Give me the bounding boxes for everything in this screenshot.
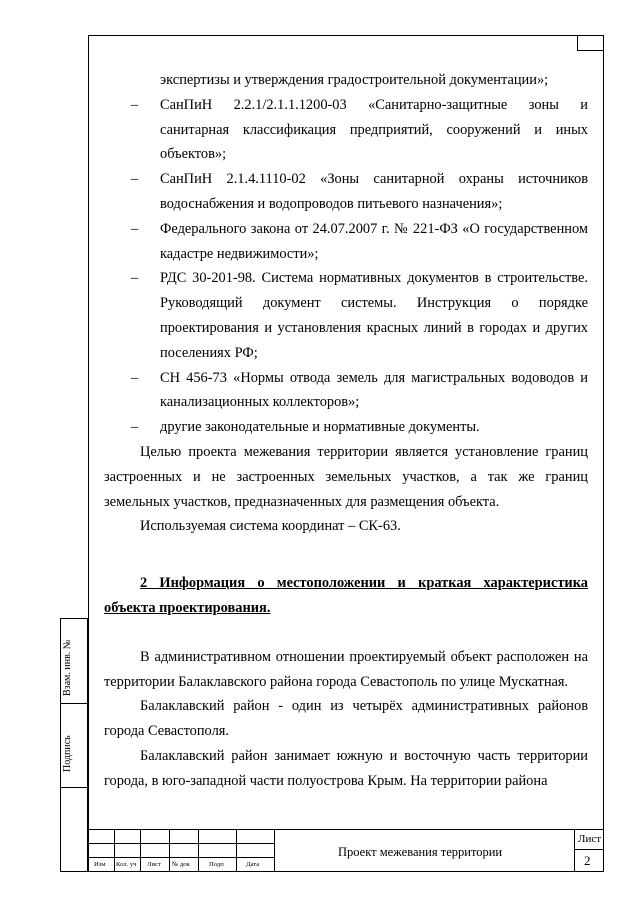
paragraph-location: В административном отношении проектируемый объект расположен на территории Балаклавского района города Севастополь по улице Мускатная. [104,648,588,690]
stamp-podp: Подп [209,861,224,868]
stamp-no-dok: № док [172,861,190,868]
corner-box [577,35,604,51]
list-item: – СН 456-73 «Нормы отвода земель для магистральных водоводов и канализационных коллекторов»; [104,366,588,416]
list-item: – другие законодательные и нормативные документы. [104,415,588,440]
side-box-inv [60,787,88,872]
list-item: – РДС 30-201-98. Система нормативных документов в строительстве. Руководящий документ системы. Инструкция о порядке проектирования и установления красных линий в городах и других поселениях РФ; [104,266,588,365]
paragraph-goal: Целью проекта межевания территории является установление границ застроенных и не застроенных земельных участков, а так же границ земельных участков, предназначенных для размещения объекта. [104,443,588,510]
side-label-vzam: Взам. инв. № [62,639,73,696]
stamp-data: Дата [246,861,260,868]
list-item: – Федерального закона от 24.07.2007 г. № 221-ФЗ «О государственном кадастре недвижимости»; [104,217,588,267]
side-label-podpis: Подпись [62,735,73,772]
list-item: – СанПиН 2.2.1/2.1.1.1200-03 «Санитарно-защитные зоны и санитарная классификация предприятий, сооружений и иных объектов»; [104,93,588,167]
document-body [104,68,588,794]
stamp-list: Лист [147,861,161,868]
page-number: 2 [584,853,591,868]
paragraph-district: Балаклавский район - один из четырёх административных районов города Севастополя. [104,698,588,740]
title-block [88,829,604,872]
list-item-continuation: экспертизы и утверждения градостроительной документации»; [160,72,549,88]
stamp-title: Проект межевания территории [338,845,503,859]
stamp-kol-uch: Кол. уч [116,861,137,868]
side-stamp [60,618,88,872]
paragraph-coordinates: Используемая система координат – СК-63. [140,518,401,535]
stamp-izm: Изм [94,861,106,868]
paragraph-territory: Балаклавский район занимает южную и восточную часть территории города, в юго-западной части полуострова Крым. На территории района [104,747,588,789]
list-item: – СанПиН 2.1.4.1110-02 «Зоны санитарной охраны источников водоснабжения и водопроводов питьевого назначения»; [104,167,588,217]
stamp-list-label: Лист [578,833,602,845]
section-heading: 2 Информация о местоположении и краткая характеристика объекта проектирования. [104,575,588,616]
